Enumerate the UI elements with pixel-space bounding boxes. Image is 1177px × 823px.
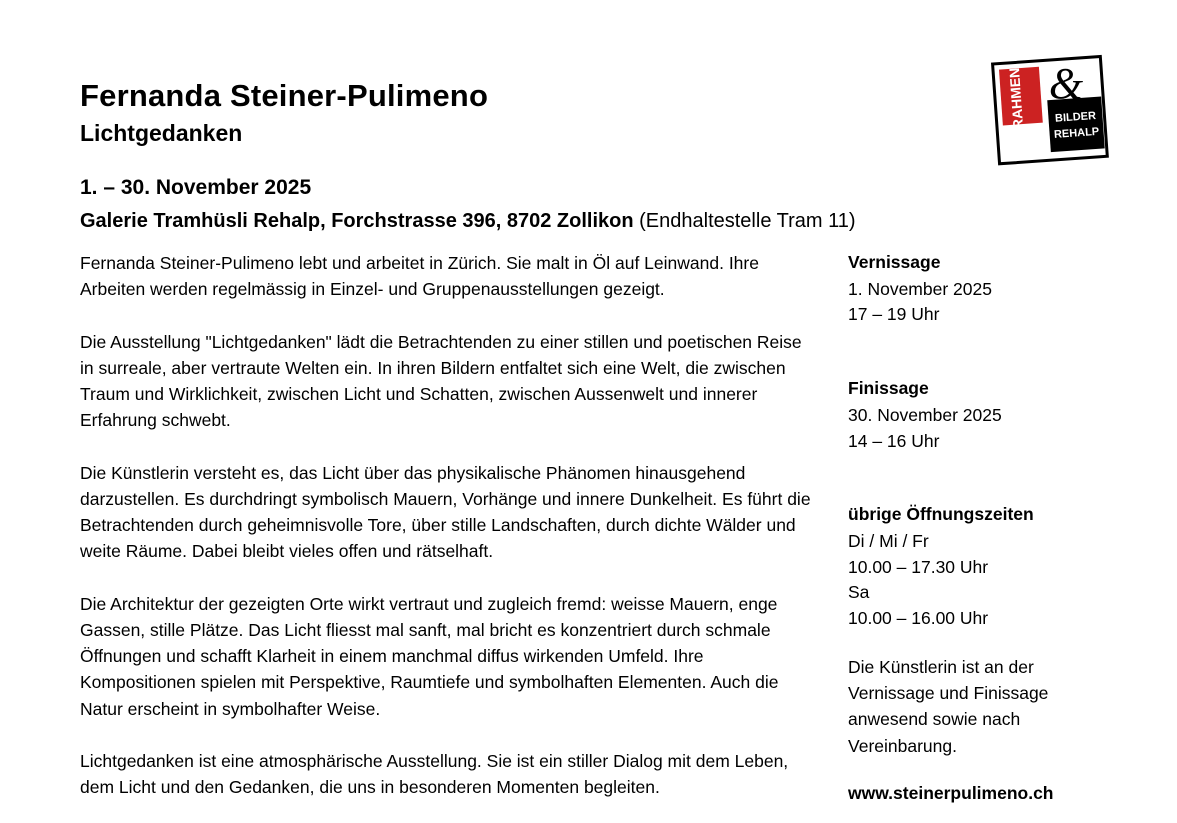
- gallery-logo: [990, 52, 1115, 170]
- svg-text:&: &: [1048, 59, 1084, 108]
- opening-hours-days-2: Sa: [848, 582, 870, 603]
- sidebar-info: [848, 250, 1118, 807]
- main-text-column: [80, 250, 820, 800]
- paragraph-light: Die Künstlerin versteht es, das Licht über das physikalische Phänomen hinausgehend darzustellen. Es durchdringt symbolisch Mauern, Vorhänge und innere Dunkelheit. Es führt die Betrachtenden durch geheimnisvolle Tore, über stille Landschaften, durch dichte Wälder und weite Räume. Dabei bleibt vieles offen und rätselhaft.: [80, 462, 811, 562]
- vernissage-time: 17 – 19 Uhr: [848, 304, 940, 325]
- svg-text:REHALP: REHALP: [1053, 125, 1100, 141]
- venue-transport-note: (Endhaltestelle Tram 11): [633, 210, 856, 233]
- poster-header: [80, 78, 960, 234]
- venue-address: Galerie Tramhüsli Rehalp, Forchstrasse 396, 8702 Zollikon: [80, 210, 634, 233]
- paragraph-exhibition: Die Ausstellung "Lichtgedanken" lädt die Betrachtenden zu einer stillen und poetischen Reise in surreale, aber vertraute Welten ein. In ihren Bildern entfaltet sich eine Welt, die zwischen Traum und Wirklichkeit, zwischen Licht und Schatten, zwischen Aussenwelt und innerer Erfahrung schwebt.: [80, 331, 802, 431]
- finissage-time: 14 – 16 Uhr: [848, 430, 940, 451]
- paragraph-architecture: Die Architektur der gezeigten Orte wirkt vertraut und zugleich fremd: weisse Mauern, enge Gassen, stille Plätze. Das Licht fliesst mal sanft, mal bricht es konzentriert durch schmale Öffnungen und schafft Klarheit in einem manchmal diffus wirkenden Umfeld. Ihre Kompositionen spielen mit Perspektive, Raumtiefe und symbolhaften Elementen. Auch die Natur erscheint in symbolhafter Weise.: [80, 593, 779, 719]
- svg-text:BILDER: BILDER: [1054, 109, 1097, 125]
- svg-text:RAHMEN: RAHMEN: [1005, 67, 1027, 130]
- paragraph-closing: Lichtgedanken ist eine atmosphärische Ausstellung. Sie ist ein stiller Dialog mit dem Leben, dem Licht und den Gedanken, die uns in besonderen Momenten begleiten.: [80, 750, 789, 797]
- paragraph-intro: Fernanda Steiner-Pulimeno lebt und arbeitet in Zürich. Sie malt in Öl auf Leinwand. Ihre Arbeiten werden regelmässig in Einzel- und Gruppenausstellungen gezeigt.: [80, 253, 759, 300]
- exhibition-title: Lichtgedanken: [80, 119, 243, 146]
- artist-presence-note: Die Künstlerin ist an der Vernissage und Finissage anwesend sowie nach Vereinbarung.: [848, 656, 1049, 756]
- opening-hours-heading: übrige Öffnungszeiten: [848, 504, 1034, 525]
- vernissage-block: [848, 250, 1118, 328]
- venue-line: [80, 209, 960, 234]
- opening-hours-block: [848, 502, 1118, 632]
- finissage-date: 30. November 2025: [848, 404, 1002, 425]
- finissage-heading: Finissage: [848, 378, 929, 399]
- spacer: [848, 476, 1118, 502]
- opening-hours-days-1: Di / Mi / Fr: [848, 531, 929, 552]
- spacer: [848, 350, 1118, 376]
- exhibition-dates: 1. – 30. November 2025: [80, 176, 312, 200]
- opening-hours-times-1: 10.00 – 17.30 Uhr: [848, 556, 989, 577]
- opening-hours-times-2: 10.00 – 16.00 Uhr: [848, 608, 989, 629]
- artist-name: Fernanda Steiner-Pulimeno: [80, 78, 489, 113]
- artist-website[interactable]: www.steinerpulimeno.ch: [848, 782, 1054, 803]
- vernissage-date: 1. November 2025: [848, 278, 992, 299]
- vernissage-heading: Vernissage: [848, 252, 941, 272]
- finissage-block: [848, 376, 1118, 454]
